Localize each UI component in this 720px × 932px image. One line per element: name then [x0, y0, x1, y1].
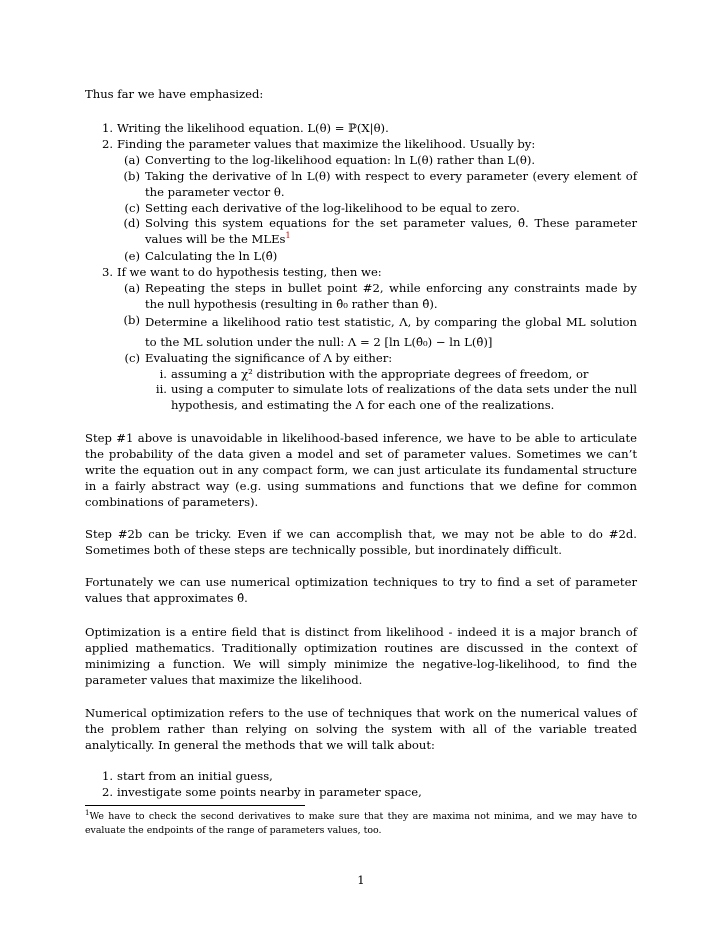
intro-text: Thus far we have emphasized: — [85, 87, 264, 101]
footnote — [85, 810, 637, 838]
footnote-reference-link[interactable]: 1 — [285, 231, 291, 241]
footnote-mark: 1 — [85, 808, 90, 817]
paragraph-optimization: Optimization is a entire field that is distinct from likelihood - indeed it is a major branch of applied mathematics. Traditionally optimization routines are discussed in the context of minimizing a function. We will simply minimize the negative-log-likelihood, to find the parameter values that maximize the likelihood. — [85, 625, 637, 687]
list-item-2d-text: Solving this system equations for the set parameter values, θ̂. These parameter values will be the MLEs — [145, 216, 637, 246]
paragraph-step2b: Step #2b can be tricky. Even if we can accomplish that, we may not be able to do #2d. Sometimes both of these steps are technically possible, but inordinately difficult. — [85, 527, 637, 557]
paragraph-step1: Step #1 above is unavoidable in likelihood-based inference, we have to be able to articulate the probability of the data given a model and set of parameter values. Sometimes we can’t write the equation out in any compact form, we can just articulate its fundamental structure in a fairly abstract way (e.g. using summations and functions that we define for common combinations of parameters). — [85, 431, 637, 509]
page-number: 1 — [357, 873, 365, 887]
paragraph-fortunately: Fortunately we can use numerical optimization techniques to try to find a set of parameter values that approximates θ̂. — [85, 575, 637, 605]
footnote-rule — [85, 805, 305, 806]
paragraph-numerical: Numerical optimization refers to the use of techniques that work on the numerical values of the problem rather than relying on solving the system with all of the variable treated analytically. In general the methods that we will talk about: — [85, 706, 637, 752]
footnote-text: We have to check the second derivatives to make sure that they are maxima not minima, and we may have to evaluate the endpoints of the range of parameters values, too. — [85, 811, 637, 836]
